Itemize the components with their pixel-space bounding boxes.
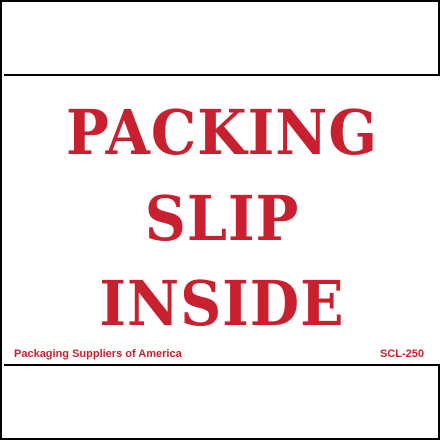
product-code: SCL-250 (379, 348, 424, 360)
company-name: Packaging Suppliers of America (14, 348, 182, 360)
headline-line-2: SLIP (144, 182, 300, 255)
packing-slip-label (4, 74, 440, 366)
headline-line-1: PACKING (66, 96, 378, 169)
headline-line-3: INSIDE (99, 267, 345, 340)
